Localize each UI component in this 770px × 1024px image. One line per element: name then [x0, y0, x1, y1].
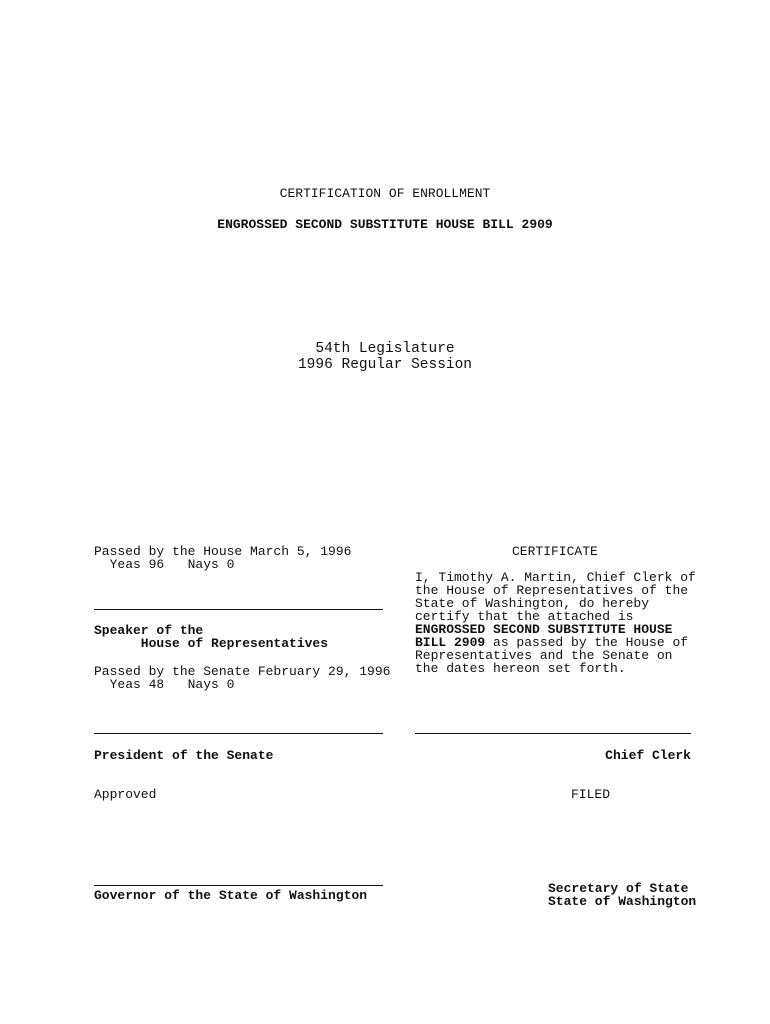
- house-passed-text: Passed by the House March 5, 1996: [94, 544, 352, 559]
- certification-title: CERTIFICATION OF ENROLLMENT: [279, 186, 491, 201]
- secretary-of-state-label: [548, 882, 696, 908]
- approved-label: Approved: [94, 787, 157, 802]
- session-label: 1996 Regular Session: [297, 357, 473, 373]
- president-signature-label: President of the Senate: [94, 748, 274, 763]
- senate-passage-block: [94, 665, 390, 691]
- certificate-line-rest: as passed by the House of: [485, 635, 689, 650]
- governor-signature-label: Governor of the State of Washington: [94, 888, 368, 903]
- chief-clerk-signature-line: [415, 733, 691, 734]
- certificate-line: State of Washington, do hereby: [415, 596, 650, 611]
- speaker-label-line2: House of Representatives: [94, 636, 329, 651]
- speaker-signature-label: [94, 624, 328, 650]
- senate-passed-text: Passed by the Senate February 29, 1996: [94, 664, 391, 679]
- president-signature-line: [94, 733, 383, 734]
- chief-clerk-label: Chief Clerk: [605, 748, 691, 763]
- governor-signature-line: [94, 885, 383, 886]
- certificate-line: I, Timothy A. Martin, Chief Clerk of: [415, 570, 696, 585]
- secretary-label-line2: State of Washington: [548, 894, 697, 909]
- speaker-signature-line: [94, 609, 383, 610]
- certificate-heading: CERTIFICATE: [512, 544, 598, 559]
- certificate-line: certify that the attached is: [415, 609, 634, 624]
- filed-label: FILED: [571, 787, 611, 802]
- house-passage-block: [94, 545, 351, 571]
- certificate-line: the House of Representatives of the: [415, 583, 689, 598]
- legislature-label: 54th Legislature: [315, 341, 455, 357]
- certificate-line: Representatives and the Senate on: [415, 648, 673, 663]
- certificate-line: the dates hereon set forth.: [415, 661, 626, 676]
- certificate-text: [415, 571, 696, 675]
- speaker-label-line1: Speaker of the: [94, 623, 204, 638]
- secretary-label-line1: Secretary of State: [548, 881, 689, 896]
- bill-title: ENGROSSED SECOND SUBSTITUTE HOUSE BILL 2909: [217, 217, 553, 232]
- certificate-bill-number: BILL 2909: [415, 635, 486, 650]
- certificate-bill-name: ENGROSSED SECOND SUBSTITUTE HOUSE: [415, 622, 673, 637]
- house-votes-text: Yeas 96 Nays 0: [94, 557, 235, 572]
- senate-votes-text: Yeas 48 Nays 0: [94, 677, 235, 692]
